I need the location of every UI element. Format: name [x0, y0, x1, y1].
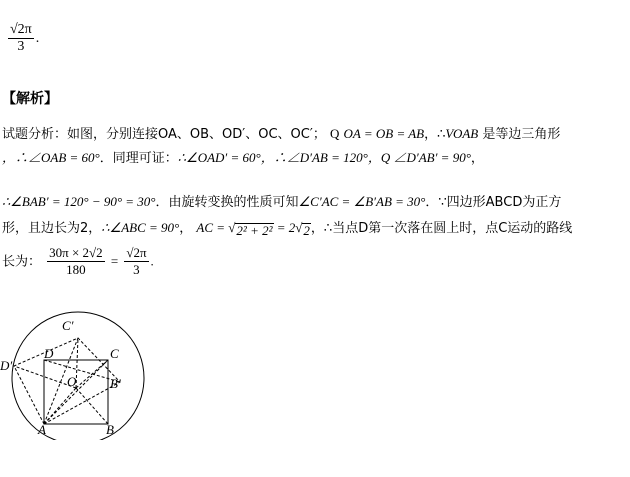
- angle-dprime-abprime: ，Q ∠D′AB′ = 90°: [367, 150, 471, 165]
- final-period: .: [150, 253, 154, 269]
- sqrt-radicand: 2² + 2²: [236, 222, 273, 238]
- label-d-prime: D′: [0, 358, 13, 373]
- line-ob: [76, 388, 108, 424]
- sqrt-two: √ 2: [295, 220, 310, 238]
- comma: ，: [470, 151, 484, 166]
- equals-two: = 2: [273, 220, 296, 235]
- analysis-line-3: [2, 192, 561, 213]
- angle-oab: ，∴∠OAB = 60°: [2, 150, 100, 165]
- label-a: A: [38, 422, 46, 437]
- top-answer-numerator: √2π: [10, 22, 32, 37]
- line-ao: [44, 388, 76, 424]
- label-c: C: [110, 346, 119, 361]
- path-length-text: ，∴当点D第一次落在圆上时，点C运动的路线: [310, 221, 573, 236]
- analysis-line-2: [2, 148, 484, 169]
- final-denominator: 3: [133, 261, 140, 277]
- length-is-text: 长为：: [2, 254, 42, 270]
- final-numerator: √2π: [126, 245, 147, 260]
- triangle-description: 是等边三角形: [478, 127, 561, 142]
- because-symbol: Q: [329, 126, 340, 141]
- top-answer-period: .: [35, 31, 40, 47]
- angle-babprime: ∴∠BAB′ = 120° − 90° = 30°: [2, 194, 156, 209]
- therefore-symbol: ，∴: [424, 127, 446, 142]
- sqrt-expression: √ 2² + 2²: [228, 220, 273, 238]
- result-numerator: 30π × 2√2: [49, 245, 103, 260]
- section-title: 【解析】: [2, 91, 58, 107]
- comma: ，: [179, 221, 193, 236]
- line-oc: [76, 360, 108, 388]
- result-denominator: 180: [66, 261, 86, 277]
- label-d: D: [44, 346, 54, 361]
- side-length-text: 形，且边长为2，: [2, 221, 102, 236]
- line-db-prime: [44, 360, 120, 382]
- similarly-text: ．同理可证：: [99, 151, 178, 166]
- circumscribed-circle: [12, 312, 144, 440]
- equation-oa-ob-ab: OA = OB = AB: [343, 126, 425, 141]
- geometry-figure: [0, 300, 160, 440]
- top-answer-denominator: 3: [17, 39, 25, 55]
- equals-sign: =: [110, 253, 119, 269]
- rotation-property-text: ．由旋转变换的性质可知: [155, 195, 299, 210]
- triangle-oab: VOAB: [445, 126, 479, 141]
- label-b-prime: B′: [110, 376, 121, 391]
- angle-dprime-ab: ，∴∠D′AB = 120°: [260, 150, 368, 165]
- angle-abc: ∴∠ABC = 90°: [101, 220, 180, 235]
- label-b: B: [106, 422, 114, 437]
- sqrt-two-radicand: 2: [303, 222, 310, 238]
- analysis-intro: 试题分析：如图，分别连接OA、OB、OD′、OC、OC′；: [2, 127, 326, 142]
- analysis-line-4: [2, 218, 572, 239]
- angle-cprime-ac: ∠C′AC = ∠B′AB = 30°: [298, 194, 426, 209]
- angle-oad-prime: ∴∠OAD′ = 60°: [177, 150, 261, 165]
- analysis-line-5: [2, 246, 154, 278]
- diagonal-ac: [44, 360, 108, 424]
- square-abcd-text: ．∵四边形ABCD为正方: [425, 195, 562, 210]
- label-o: O: [67, 374, 77, 389]
- top-answer: [6, 22, 39, 56]
- label-c-prime: C′: [62, 318, 74, 333]
- ac-label: AC =: [196, 220, 229, 235]
- analysis-line-1: [2, 124, 560, 145]
